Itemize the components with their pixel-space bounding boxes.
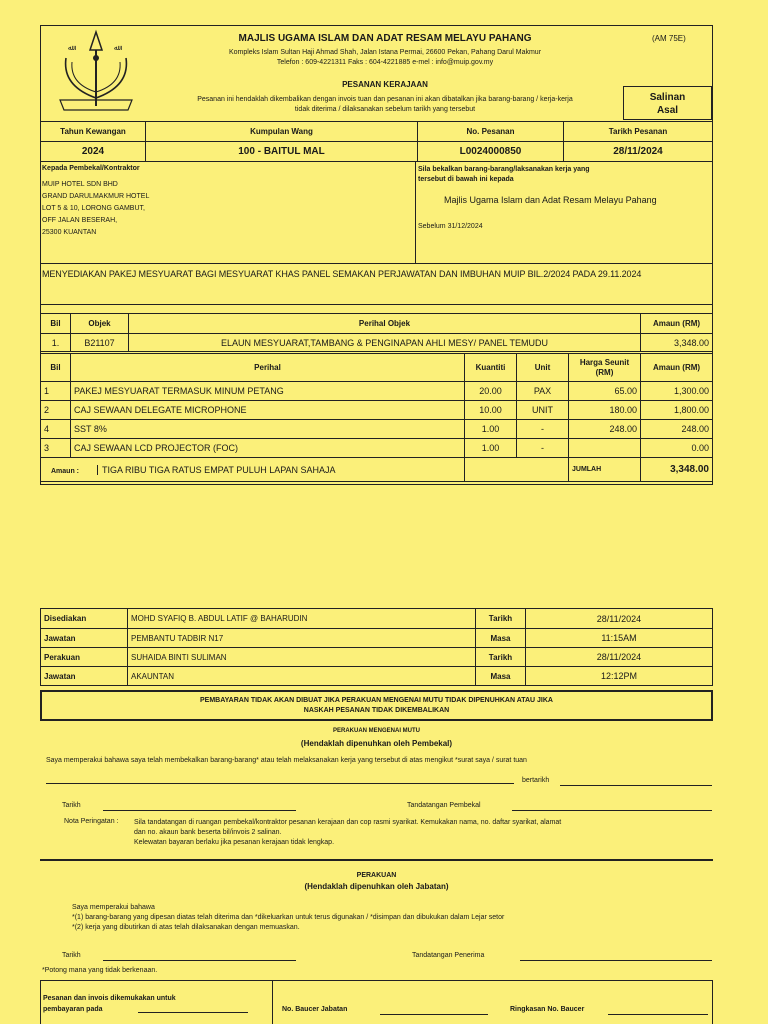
- table-row: [41, 334, 713, 352]
- prepared-name: MOHD SYAFIQ B. ABDUL LATIF @ BAHARUDIN: [128, 609, 476, 629]
- fund-name: 100 - BAITUL MAL: [146, 142, 418, 162]
- item-price-header-2: (RM): [595, 367, 614, 377]
- item-price: [569, 439, 641, 458]
- supplier-line: MUIP HOTEL SDN BHD: [42, 181, 118, 188]
- amount-words-label: Amaun :: [51, 467, 79, 475]
- object-table: [40, 313, 713, 352]
- item-unit: UNIT: [517, 401, 569, 420]
- council-contact: Telefon : 609-4221311 Faks : 604-4221885 e-mel : info@muip.gov.my: [276, 59, 494, 66]
- item-amount: 1,300.00: [641, 382, 713, 401]
- item-price: 248.00: [569, 420, 641, 439]
- certified-date: 28/11/2024: [526, 648, 713, 667]
- item-desc: PAKEJ MESYUARAT TERMASUK MINUM PETANG: [71, 382, 465, 401]
- reminder-note-label: Nota Peringatan :: [64, 818, 119, 825]
- object-desc: ELAUN MESYUARAT,TAMBANG & PENGINAPAN AHLI MESY/ PANEL TEMUDU: [129, 334, 641, 352]
- supplier-signature-line: [512, 810, 712, 811]
- table-row: [41, 648, 713, 667]
- quality-blank-line: [46, 783, 514, 784]
- fund-header: Kumpulan Wang: [146, 122, 418, 142]
- copy-label: [623, 86, 712, 120]
- item-amount-header: Amaun (RM): [641, 354, 713, 382]
- dept-cert-title: PERAKUAN: [356, 872, 397, 879]
- supplier-line: GRAND DARULMAKMUR HOTEL: [42, 193, 150, 200]
- approval-table: [40, 608, 713, 686]
- item-no: 2: [41, 401, 71, 420]
- prepared-date: 28/11/2024: [526, 609, 713, 629]
- copy-label-line-1: Salinan: [649, 92, 686, 103]
- quality-date-label: Tarikh: [62, 802, 81, 809]
- voucher-summary-line: [608, 1014, 708, 1015]
- item-unit: PAX: [517, 382, 569, 401]
- item-unit: -: [517, 439, 569, 458]
- quality-date-line: [103, 810, 296, 811]
- order-number: L0024000850: [418, 142, 564, 162]
- payment-warning: [40, 690, 713, 721]
- dept-cert-subtitle: (Hendaklah dipenuhkan oleh Jabatan): [304, 882, 449, 891]
- object-no-header: Bil: [41, 314, 71, 334]
- deliver-label-line-1: Sila bekalkan barang-barang/laksanakan kerja yang: [418, 166, 590, 173]
- supplier-label: Kepada Pembekal/Kontraktor: [42, 165, 140, 172]
- strike-footnote: *Potong mana yang tidak berkenaan.: [42, 967, 158, 974]
- svg-text:ﷲ: ﷲ: [68, 44, 73, 52]
- table-row: [41, 382, 713, 401]
- object-amount: 3,348.00: [641, 334, 713, 352]
- svg-text:ﷲ: ﷲ: [114, 44, 119, 52]
- receiver-signature-line: [520, 960, 712, 961]
- deliver-to: Majlis Ugama Islam dan Adat Resam Melayu Pahang: [444, 195, 657, 205]
- submission-label-line-2: pembayaran pada: [43, 1006, 103, 1013]
- payment-warning-line-1: PEMBAYARAN TIDAK AKAN DIBUAT JIKA PERAKUAN MENGENAI MUTU TIDAK DIPENUHKAN ATAU JIKA: [200, 697, 553, 704]
- quality-statement: Saya memperakui bahawa saya telah membekalkan barang-barang* atau telah melaksanakan kerja yang tersebut di atas mengikut *surat saya / surat tuan: [46, 757, 527, 764]
- quality-subtitle: (Hendaklah dipenuhkan oleh Pembekal): [300, 739, 453, 748]
- dept-cert-item-1: *(1) barang-barang yang dipesan diatas telah diterima dan *dikeluarkan untuk terus digunakan / *disimpan dan dibukukan dalam Lejar setor: [72, 914, 505, 921]
- reminder-note-line: Sila tandatangan di ruangan pembekal/kontraktor pesanan kerajaan dan cop rasmi syarikat. Kemukakan nama, no. daftar syarikat, alamat: [134, 819, 562, 826]
- item-price: 180.00: [569, 401, 641, 420]
- deliver-label-line-2: tersebut di bawah ini kepada: [418, 176, 514, 183]
- prepared-time-label: Masa: [476, 629, 526, 648]
- dept-cert-intro: Saya memperakui bahawa: [72, 904, 155, 911]
- table-row: [41, 609, 713, 629]
- receiver-signature-label: Tandatangan Penerima: [412, 952, 485, 959]
- quality-title: PERAKUAN MENGENAI MUTU: [333, 728, 420, 734]
- table-row: [41, 667, 713, 686]
- dept-date-label: Tarikh: [62, 952, 81, 959]
- order-date-header: Tarikh Pesanan: [564, 122, 713, 142]
- prepared-position: PEMBANTU TADBIR N17: [128, 629, 476, 648]
- prepared-time: 11:15AM: [526, 629, 713, 648]
- supplier-line: 25300 KUANTAN: [42, 229, 97, 236]
- item-unit: -: [517, 420, 569, 439]
- form-code: (AM 75E): [652, 34, 686, 43]
- supplier-signature-label: Tandatangan Pembekal: [407, 802, 481, 809]
- submission-label-line-1: Pesanan dan invois dikemukakan untuk: [43, 995, 176, 1002]
- return-notice: Pesanan ini hendaklah dikembalikan dengan invois tuan dan pesanan ini akan dibatalkan jika barang-barang / kerja-kerja: [197, 96, 573, 103]
- item-desc: CAJ SEWAAN DELEGATE MICROPHONE: [71, 401, 465, 420]
- total-label: JUMLAH: [569, 458, 641, 482]
- address-divider: [415, 161, 416, 264]
- item-no: 3: [41, 439, 71, 458]
- item-desc: SST 8%: [71, 420, 465, 439]
- document-title: PESANAN KERAJAAN: [342, 80, 428, 89]
- item-qty: 20.00: [465, 382, 517, 401]
- certified-label: Perakuan: [41, 648, 128, 667]
- table-row: [41, 629, 713, 648]
- object-no: 1.: [41, 334, 71, 352]
- deliver-label: [418, 165, 590, 185]
- dept-cert-item-2: *(2) kerja yang dibutirkan di atas telah dilaksanakan dengan memuaskan.: [72, 924, 300, 931]
- item-unit-header: Unit: [517, 354, 569, 382]
- council-address: Kompleks Islam Sultan Haji Ahmad Shah, Jalan Istana Permai, 26600 Pekan, Pahang Darul Makmur: [228, 49, 542, 56]
- item-no: 4: [41, 420, 71, 439]
- submission-date-line: [138, 1012, 248, 1013]
- item-no-header: Bil: [41, 354, 71, 382]
- dept-date-line: [103, 960, 296, 961]
- section-divider: [40, 859, 713, 861]
- item-desc-header: Perihal: [71, 354, 465, 382]
- item-amount: 0.00: [641, 439, 713, 458]
- quality-dated-label: bertarikh: [522, 777, 550, 784]
- prepared-date-label: Tarikh: [476, 609, 526, 629]
- item-desc: CAJ SEWAAN LCD PROJECTOR (FOC): [71, 439, 465, 458]
- return-notice-2: tidak diterima / dilaksanakan sebelum tarikh yang tersebut: [294, 106, 476, 113]
- certified-position: AKAUNTAN: [128, 667, 476, 686]
- item-no: 1: [41, 382, 71, 401]
- reminder-note-line: Kelewatan bayaran berlaku jika pesanan kerajaan tidak lengkap.: [134, 839, 335, 846]
- object-code: B21107: [71, 334, 129, 352]
- table-row: [41, 401, 713, 420]
- payment-warning-line-2: NASKAH PESANAN TIDAK DIKEMBALIKAN: [303, 707, 450, 714]
- voucher-summary-label: Ringkasan No. Baucer: [510, 1006, 585, 1013]
- order-meta-table: [40, 121, 713, 162]
- financial-year: 2024: [41, 142, 146, 162]
- object-amount-header: Amaun (RM): [641, 314, 713, 334]
- object-code-header: Objek: [71, 314, 129, 334]
- total-amount: 3,348.00: [641, 458, 713, 482]
- certified-time: 12:12PM: [526, 667, 713, 686]
- item-amount: 248.00: [641, 420, 713, 439]
- order-no-header: No. Pesanan: [418, 122, 564, 142]
- item-price-header: [569, 354, 641, 382]
- item-price-header-1: Harga Seunit: [579, 357, 630, 367]
- prepared-label: Disediakan: [41, 609, 128, 629]
- amount-in-words: TIGA RIBU TIGA RATUS EMPAT PULUH LAPAN SAHAJA: [97, 465, 336, 475]
- footer-divider: [272, 981, 273, 1024]
- certified-time-label: Masa: [476, 667, 526, 686]
- quality-dated-line: [560, 785, 712, 786]
- order-date: 28/11/2024: [564, 142, 713, 162]
- reminder-note-line: dan no. akaun bank beserta bil/invois 2 salinan.: [134, 829, 282, 836]
- voucher-no-line: [380, 1014, 488, 1015]
- year-header: Tahun Kewangan: [41, 122, 146, 142]
- description-divider: [40, 304, 713, 305]
- item-qty: 1.00: [465, 439, 517, 458]
- object-desc-header: Perihal Objek: [129, 314, 641, 334]
- voucher-no-label: No. Baucer Jabatan: [282, 1006, 348, 1013]
- item-amount: 1,800.00: [641, 401, 713, 420]
- council-name: MAJLIS UGAMA ISLAM DAN ADAT RESAM MELAYU PAHANG: [238, 33, 532, 44]
- items-table: [40, 353, 713, 482]
- order-description: MENYEDIAKAN PAKEJ MESYUARAT BAGI MESYUARAT KHAS PANEL SEMAKAN PERJAWATAN DAN IMBUHAN MUIP BIL.2/2024 PADA 29.11.2024: [42, 269, 642, 279]
- table-row: [41, 439, 713, 458]
- supplier-line: OFF JALAN BESERAH,: [42, 217, 118, 224]
- supplier-address: [42, 179, 149, 239]
- item-qty-header: Kuantiti: [465, 354, 517, 382]
- item-qty: 1.00: [465, 420, 517, 439]
- reminder-note: [134, 818, 709, 848]
- supplier-line: LOT 5 & 10, LORONG GAMBUT,: [42, 205, 145, 212]
- certified-name: SUHAIDA BINTI SULIMAN: [128, 648, 476, 667]
- item-price: 65.00: [569, 382, 641, 401]
- position-label: Jawatan: [41, 667, 128, 686]
- item-qty: 10.00: [465, 401, 517, 420]
- total-row: [41, 458, 713, 482]
- table-row: [41, 420, 713, 439]
- position-label: Jawatan: [41, 629, 128, 648]
- copy-label-line-2: Asal: [656, 105, 679, 116]
- certified-date-label: Tarikh: [476, 648, 526, 667]
- deliver-before: Sebelum 31/12/2024: [418, 223, 483, 230]
